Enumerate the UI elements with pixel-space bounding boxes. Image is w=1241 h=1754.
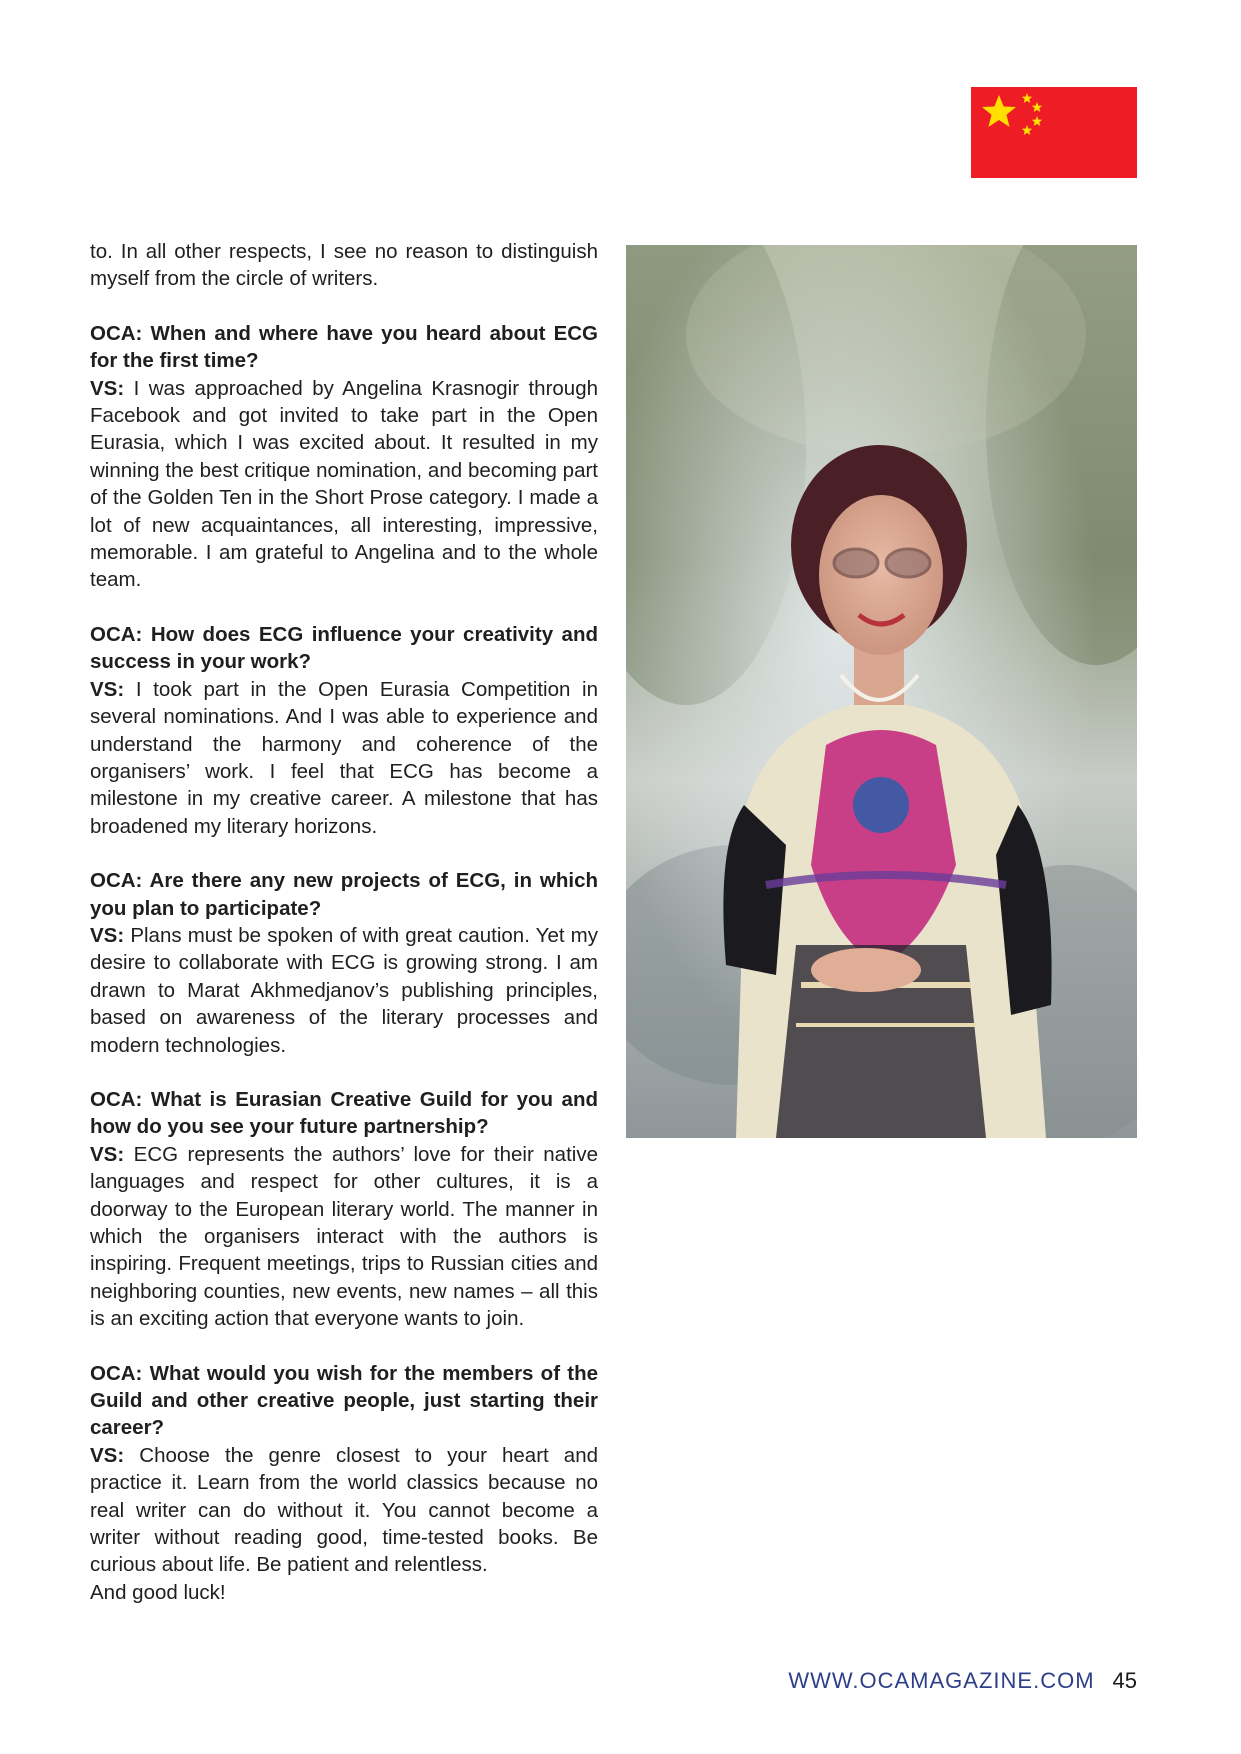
answer-text: Choose the genre closest to your heart and practice it. Learn from the world classics because no real writer can do without it. You cannot become a writer without reading good, time-tested books. Be curious about life. Be patient and relentless. [90,1443,598,1577]
page-number: 45 [1112,1668,1137,1693]
answer-text: ECG represents the authors’ love for their native languages and respect for other cultures, it is a doorway to the European literary world. The manner in which the organisers interact with the authors is inspiring. Frequent meetings, trips to Russian cities and neighboring counties, new events, new names – all this is an exciting action that everyone wants to join. [90,1142,598,1331]
qa-block [90,867,598,1059]
qa-block [90,1360,598,1607]
answer-text: I was approached by Angelina Krasnogir through Facebook and got invited to take part in the Open Eurasia, which I was excited about. It resulted in my winning the best critique nomination, and becoming part of the Golden Ten in the Short Prose category. I made a lot of new acquaintances, all interesting, impressive, memorable. I am grateful to Angelina and to the whole team. [90,376,598,592]
speaker-label: VS: [90,923,125,947]
question: OCA: How does ECG influence your creativity and success in your work? [90,622,598,674]
question: OCA: Are there any new projects of ECG, in which you plan to participate? [90,869,598,920]
speaker-label: VS: [90,1142,125,1166]
intro-paragraph: to. In all other respects, I see no reason to distinguish myself from the circle of writers. [90,240,598,291]
answer [90,375,598,594]
speaker-label: VS: [90,376,125,400]
question: OCA: What is Eurasian Creative Guild for you and how do you see your future partnership? [90,1087,598,1139]
question: OCA: What would you wish for the members of the Guild and other creative people, just starting their career? [90,1361,598,1440]
answer [90,922,598,1059]
magazine-url-link[interactable]: WWW.OCAMAGAZINE.COM [788,1668,1095,1693]
answer-text: I took part in the Open Eurasia Competition in several nominations. And I was able to experience and understand the harmony and coherence of the organisers’ work. I feel that ECG has become a milestone in my creative career. A milestone that has broadened my literary horizons. [90,677,598,838]
portrait-photo [626,245,1137,1138]
speaker-label: VS: [90,1443,125,1467]
china-flag-icon [971,87,1137,178]
qa-block [90,1086,598,1333]
closing-line: And good luck! [90,1580,226,1604]
question: OCA: When and where have you heard about ECG for the first time? [90,321,598,373]
page-footer [788,1668,1137,1694]
article-body [90,238,598,1606]
answer [90,676,598,840]
speaker-label: VS: [90,677,125,701]
answer-text: Plans must be spoken of with great caution. Yet my desire to collaborate with ECG is growing strong. I am drawn to Marat Akhmedjanov’s publishing principles, based on awareness of the literary processes and modern technologies. [90,923,599,1057]
answer [90,1442,598,1579]
answer [90,1141,598,1333]
qa-block [90,621,598,840]
qa-block [90,320,598,594]
